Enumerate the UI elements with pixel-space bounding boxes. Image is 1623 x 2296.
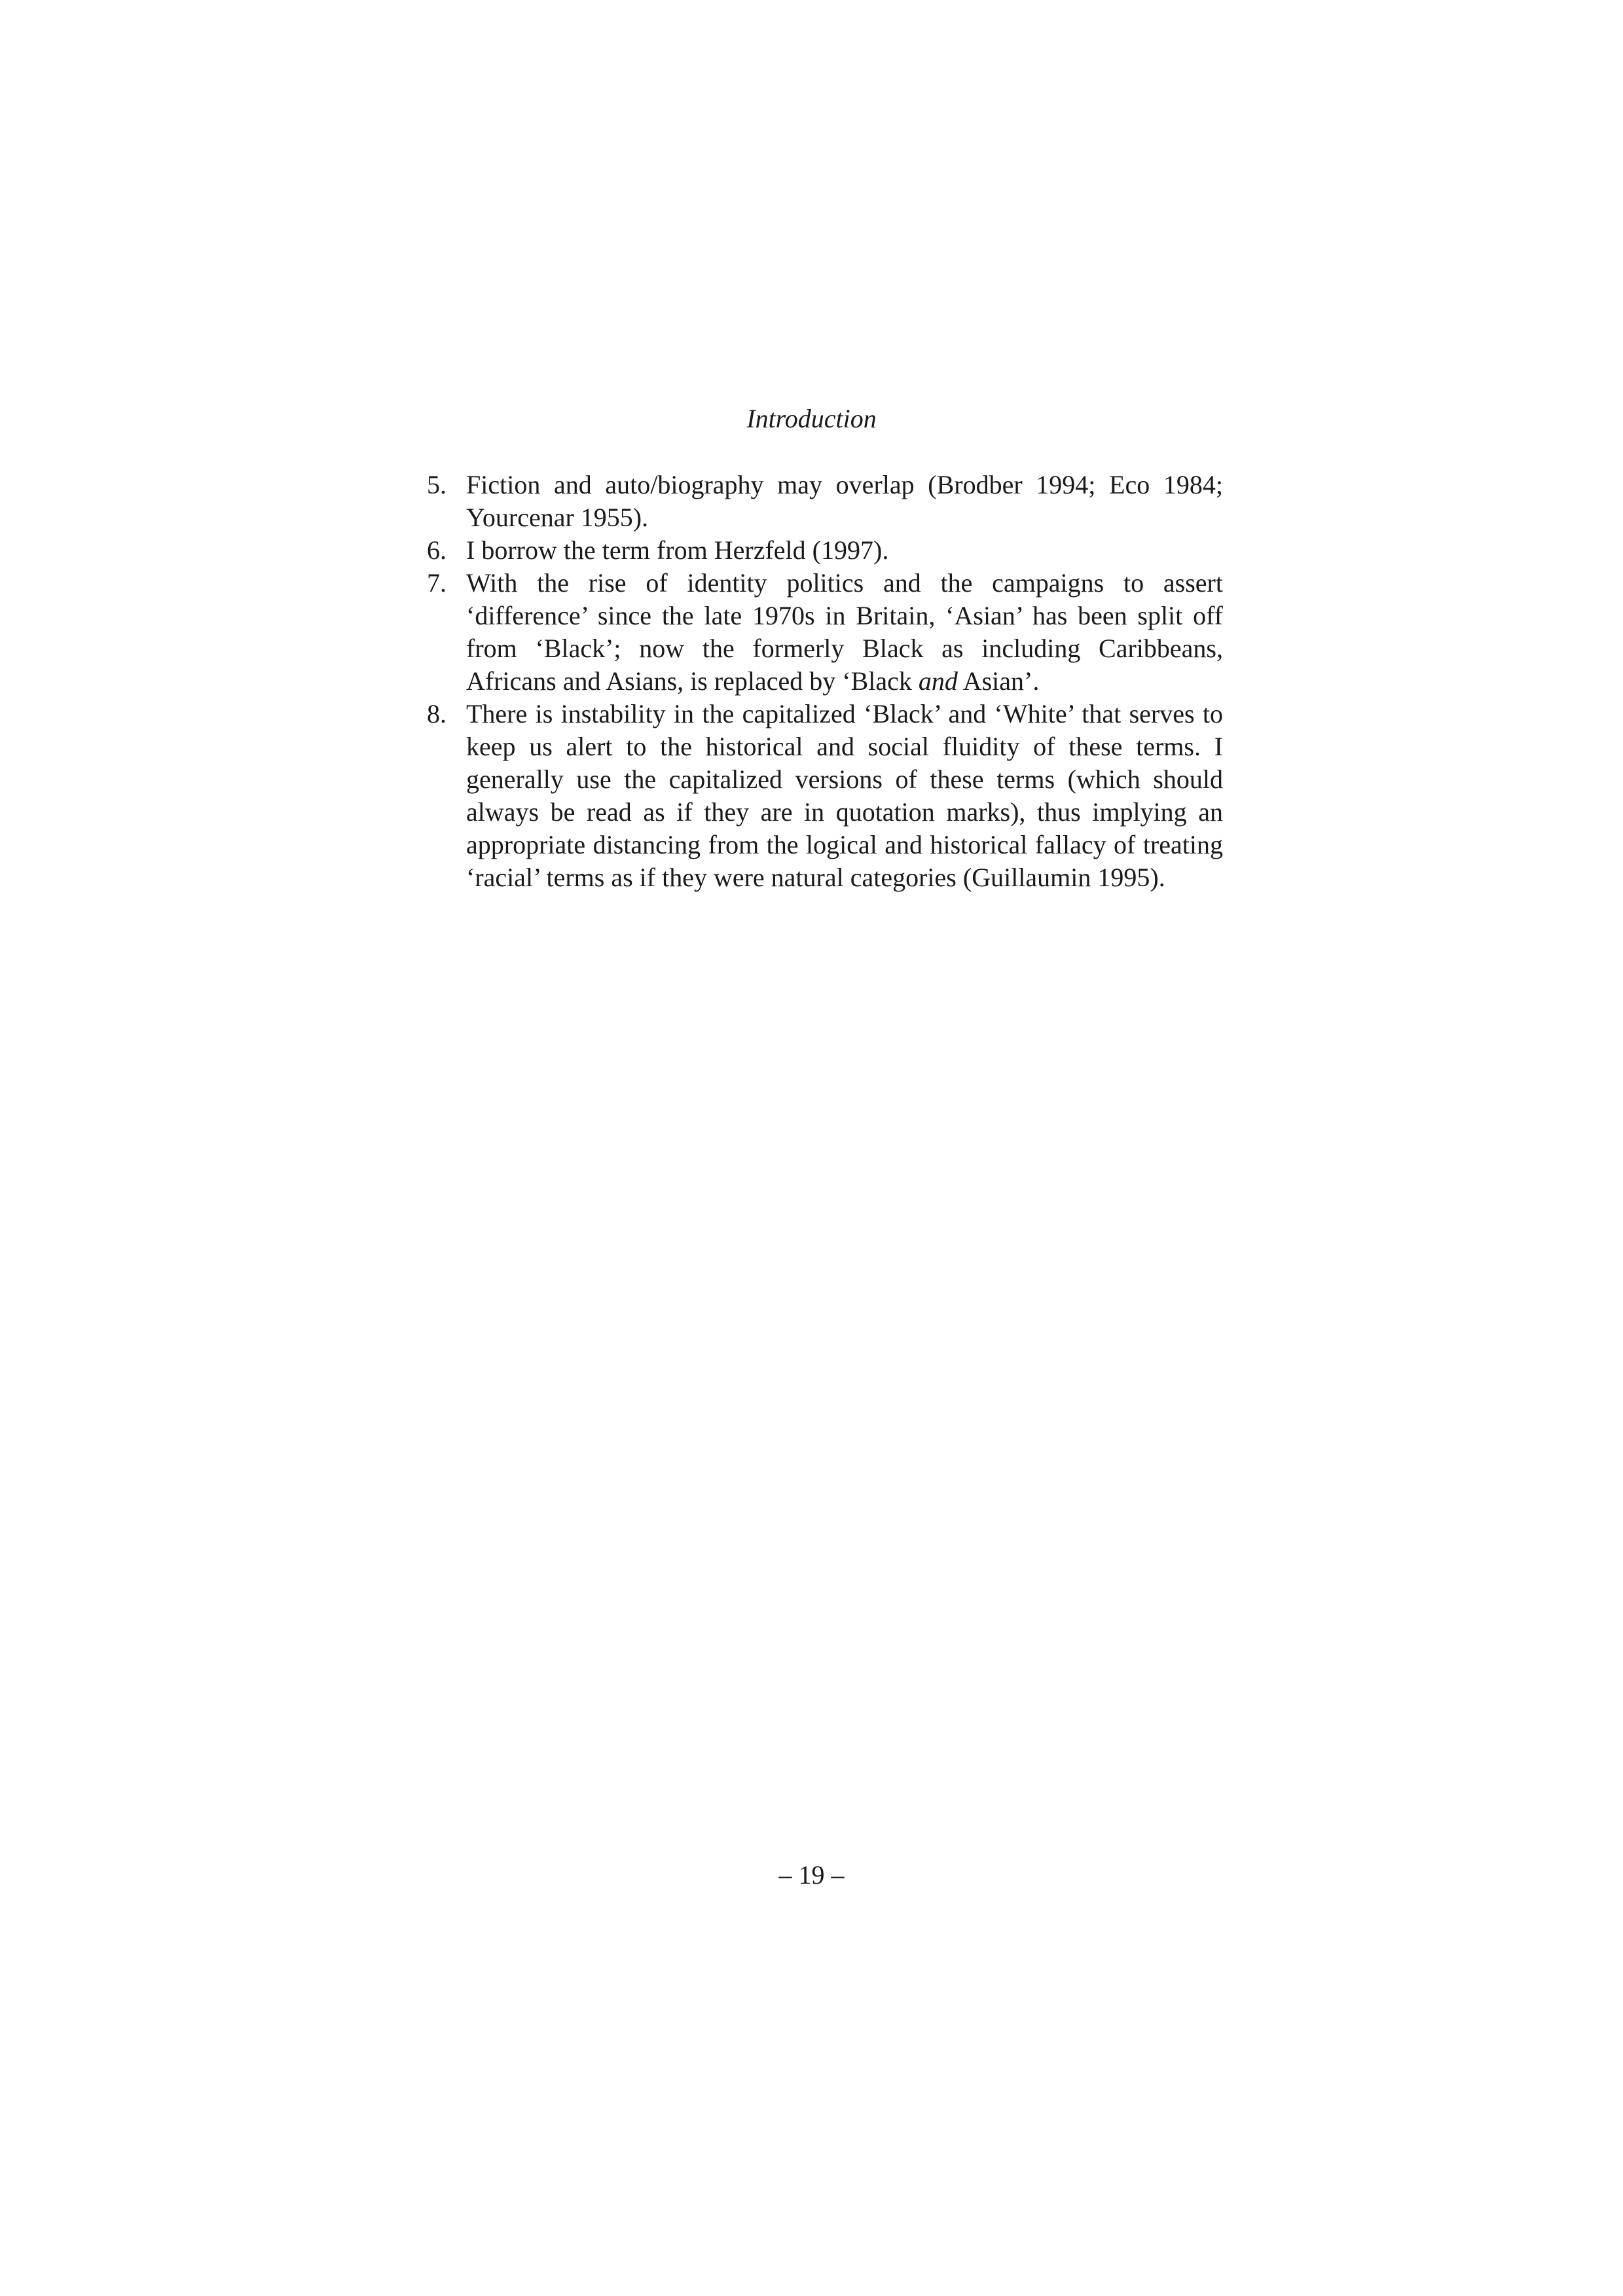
endnote-emphasis: and (918, 666, 958, 696)
endnote-text: Fiction and auto/biography may overlap (Brodber 1994; Eco 1984; Yourcenar 1955). (466, 470, 1223, 532)
endnote-6 (427, 534, 1223, 567)
endnote-text: There is instability in the capitalized ‘Black’ and ‘White’ that serves to keep us alert to the historical and social fluidity of these terms. I generally use the capitalized versions of these terms (which should always be read as if they are in quotation marks), thus implying an appropriate distancing from the logical and historical fallacy of treating ‘racial’ terms as if they were natural categories (Guillaumin 1995). (466, 699, 1223, 892)
endnotes-list (427, 469, 1223, 894)
endnote-text (466, 568, 1223, 696)
endnote-text-part: With the rise of identity politics and the campaigns to assert ‘difference’ since the late 1970s in Britain, ‘Asian’ has been split off from ‘Black’; now the formerly Black as including Caribbeans, Africans and Asians, is replaced by ‘Black (466, 568, 1223, 696)
endnote-text-part: Asian’. (957, 666, 1040, 696)
endnote-number: 7. (427, 568, 447, 598)
endnote-number: 6. (427, 535, 447, 565)
running-head: Introduction (746, 404, 877, 433)
endnote-number: 8. (427, 699, 447, 728)
page-number: – 19 – (778, 1860, 845, 1890)
endnote-8 (427, 698, 1223, 894)
endnote-7 (427, 567, 1223, 698)
endnote-5 (427, 469, 1223, 534)
endnote-text: I borrow the term from Herzfeld (1997). (466, 535, 889, 565)
endnote-number: 5. (427, 470, 447, 499)
